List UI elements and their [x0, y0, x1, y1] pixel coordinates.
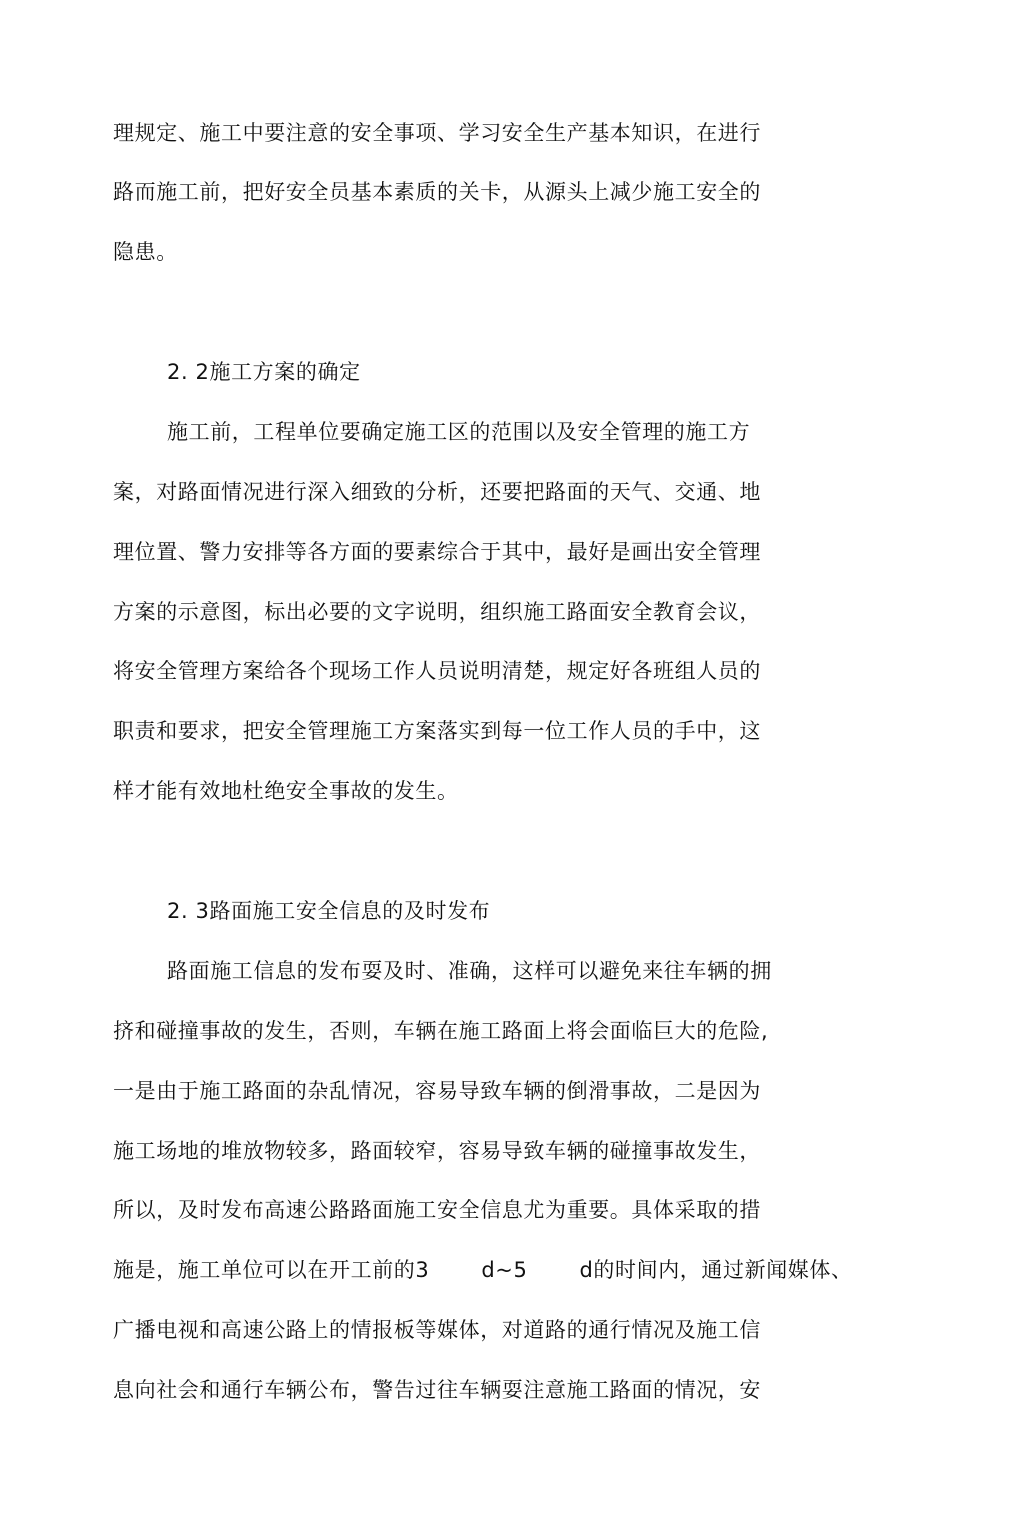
- paragraph-line: 施工前，工程单位要确定施工区的范围以及安全管理的施工方: [167, 420, 751, 444]
- paragraph-line: 样才能有效地杜绝安全事故的发生。: [113, 779, 459, 803]
- paragraph-line: 所以，及时发布高速公路路面施工安全信息尤为重要。具体采取的措: [113, 1198, 761, 1222]
- paragraph-line: 施工场地的堆放物较多，路面较窄，容易导致车辆的碰撞事故发生，: [113, 1139, 761, 1163]
- paragraph-line: 案，对路面情况进行深入细致的分析，还要把路面的天气、交通、地: [113, 480, 761, 504]
- paragraph-line: 一是由于施工路面的杂乱情况，容易导致车辆的倒滑事故，二是因为: [113, 1079, 761, 1103]
- paragraph-line: 方案的示意图，标出必要的文字说明，组织施工路面安全教育会议，: [113, 600, 761, 624]
- line-segment: 施是，施工单位可以在开工前的3: [113, 1258, 430, 1282]
- section-heading: 2. 3路面施工安全信息的及时发布: [167, 899, 491, 923]
- paragraph-line: 挤和碰撞事故的发生，否则，车辆在施工路面上将会面临巨大的危险,: [113, 1019, 769, 1043]
- paragraph-line: 隐患。: [113, 240, 178, 264]
- paragraph-line: 理规定、施工中要注意的安全事项、学习安全生产基本知识，在进行: [113, 121, 761, 145]
- paragraph-line: 理位置、警力安排等各方面的要素综合于其中，最好是画出安全管理: [113, 540, 761, 564]
- paragraph-line: 路面施工信息的发布耍及时、准确，这样可以避免来往车辆的拥: [167, 959, 772, 983]
- line-segment: d~5: [481, 1258, 528, 1282]
- paragraph-line: 职责和要求，把安全管理施工方案落实到每一位工作人员的手中，这: [113, 719, 761, 743]
- paragraph-line: 将安全管理方案给各个现场工作人员说明清楚，规定好各班组人员的: [113, 659, 761, 683]
- line-segment: d的时间内，通过新闻媒体、: [579, 1258, 853, 1282]
- paragraph-line: 息向社会和通行车辆公布，警告过往车辆耍注意施工路面的情况，安: [113, 1378, 761, 1402]
- paragraph-line: 路而施工前，把好安全员基本素质的关卡，从源头上减少施工安全的: [113, 180, 761, 204]
- paragraph-line: 广播电视和高速公路上的情报板等媒体，对道路的通行情况及施工信: [113, 1318, 761, 1342]
- paragraph-line-with-gaps: [113, 1255, 853, 1285]
- section-heading: 2. 2施工方案的确定: [167, 360, 361, 384]
